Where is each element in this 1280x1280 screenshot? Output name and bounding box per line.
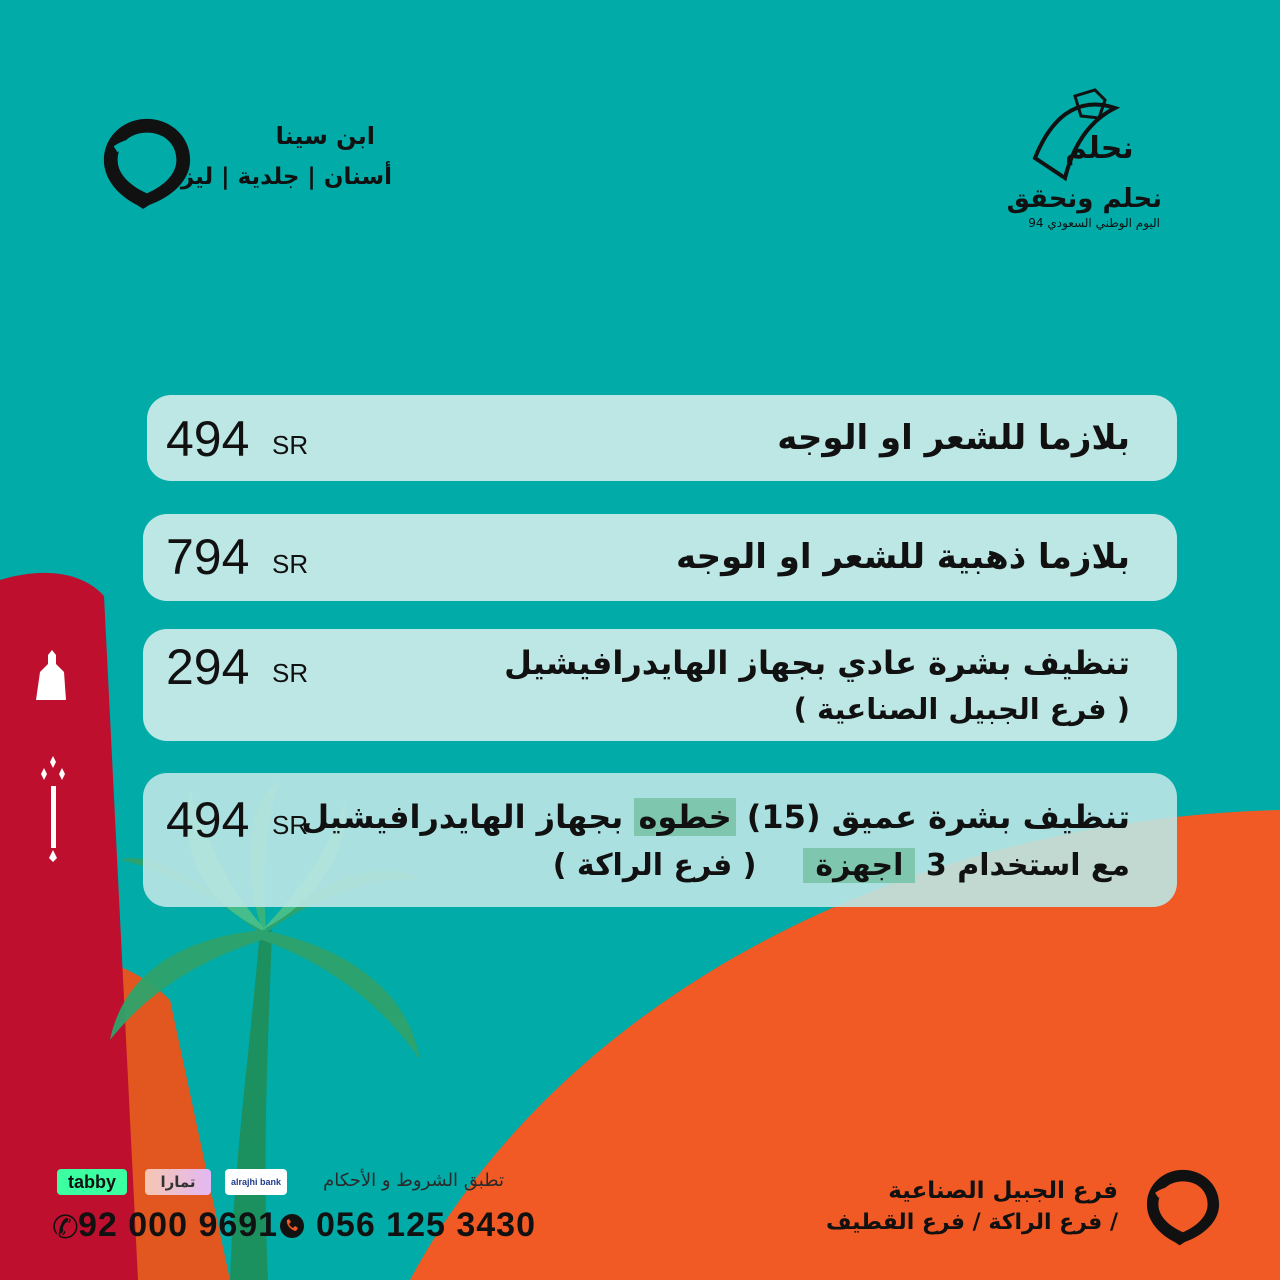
- footer-logo-icon: [1142, 1165, 1224, 1247]
- service-name-4-highlight: خطوه: [634, 798, 735, 836]
- ibnsina-logo-icon: [98, 113, 196, 211]
- service-name-1: بلازما للشعر او الوجه: [777, 418, 1130, 458]
- service-name-3: تنظيف بشرة عادي بجهاز الهايدرافيشيل: [504, 644, 1130, 682]
- price-1: 494: [166, 411, 250, 467]
- service-name-4-part2: بجهاز الهايدرافيشيل: [301, 798, 624, 836]
- footer-branch-line1: فرع الجبيل الصناعية: [888, 1178, 1118, 1204]
- currency-3: SR: [272, 658, 309, 688]
- national-day-calligraphy-icon: [1025, 88, 1155, 188]
- service-branch-3: ( فرع الجبيل الصناعية ): [793, 692, 1130, 726]
- service-name-2: بلازما ذهبية للشعر او الوجه: [676, 537, 1130, 577]
- service-line2-4: [553, 848, 1130, 883]
- currency-1: SR: [272, 430, 309, 460]
- price-4: 494: [166, 792, 250, 848]
- service-line2-4-part1: مع استخدام 3: [925, 848, 1130, 883]
- service-name-4: [301, 798, 1130, 836]
- service-branch-4: ( فرع الراكة ): [552, 848, 757, 883]
- tabby-badge: tabby: [57, 1169, 127, 1195]
- service-line2-4-highlight: اجهزة: [803, 848, 915, 883]
- calligraphy-text: نحلم: [1065, 131, 1134, 166]
- price-2: 794: [166, 529, 250, 585]
- phone-number[interactable]: 92 000 9691: [78, 1206, 279, 1244]
- service-card-4: [143, 773, 1177, 907]
- brand-name: ابن سينا: [275, 122, 375, 150]
- tamara-badge: تمارا: [145, 1169, 211, 1195]
- currency-4: SR: [272, 810, 309, 840]
- price-3: 294: [166, 639, 250, 695]
- national-day-slogan: نحلم ونحقق: [1006, 184, 1162, 214]
- brand-tagline: أسنان | جلدية | ليزر: [167, 164, 392, 190]
- currency-2: SR: [272, 549, 309, 579]
- alrajhi-badge: alrajhi bank: [225, 1169, 287, 1195]
- national-day-subtitle: اليوم الوطني السعودي 94: [1028, 216, 1160, 230]
- whatsapp-number[interactable]: 056 125 3430: [316, 1206, 536, 1244]
- service-name-4-part1: تنظيف بشرة عميق (15): [746, 798, 1130, 836]
- whatsapp-icon: [278, 1212, 306, 1240]
- terms-text: تطبق الشروط و الأحكام: [323, 1170, 504, 1191]
- phone-icon: ✆: [52, 1208, 79, 1246]
- footer-branch-line2: / فرع الراكة / فرع القطيف: [825, 1210, 1118, 1235]
